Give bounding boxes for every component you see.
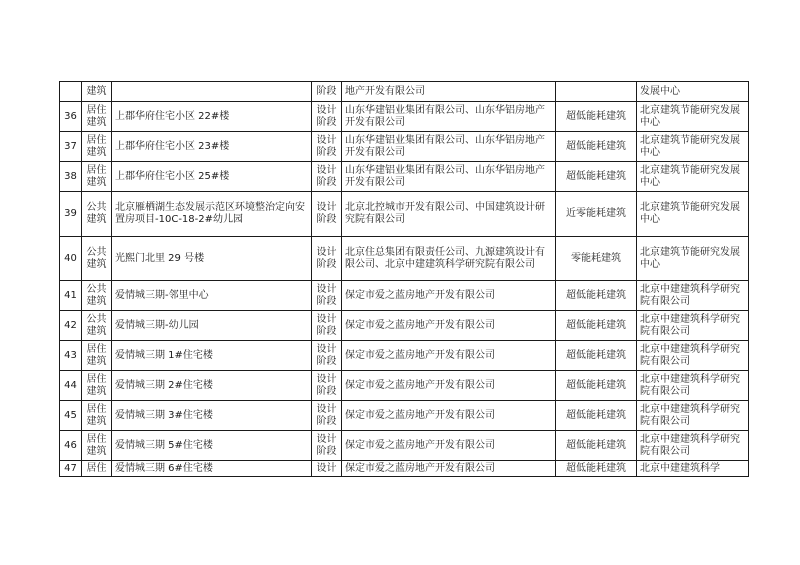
table-row	[60, 401, 749, 431]
cell-stage: 设计阶段	[312, 132, 342, 162]
cell-level: 超低能耗建筑	[556, 401, 637, 431]
cell-name: 爱情城三期-邻里中心	[112, 281, 312, 311]
cell-stage: 设计阶段	[312, 162, 342, 192]
cell-stage: 设计阶段	[312, 431, 342, 461]
cell-evaluator: 北京建筑节能研究发展中心	[637, 132, 749, 162]
cell-stage: 阶段	[312, 82, 342, 102]
table-row	[60, 192, 749, 237]
cell-developer: 北京住总集团有限责任公司、九源建筑设计有限公司、北京中建建筑科学研究院有限公司	[342, 237, 556, 281]
cell-no	[60, 82, 82, 102]
table-row	[60, 102, 749, 132]
cell-type: 居住建筑	[82, 371, 112, 401]
table-row	[60, 371, 749, 401]
cell-name: 光熙门北里 29 号楼	[112, 237, 312, 281]
cell-developer: 保定市爱之蓝房地产开发有限公司	[342, 371, 556, 401]
cell-stage: 设计阶段	[312, 192, 342, 237]
cell-no: 42	[60, 311, 82, 341]
cell-type: 居住建筑	[82, 162, 112, 192]
table-row	[60, 162, 749, 192]
cell-level: 超低能耗建筑	[556, 371, 637, 401]
cell-type: 居住建筑	[82, 102, 112, 132]
cell-developer: 保定市爱之蓝房地产开发有限公司	[342, 341, 556, 371]
cell-type: 公共建筑	[82, 281, 112, 311]
cell-level: 超低能耗建筑	[556, 431, 637, 461]
cell-type: 居住建筑	[82, 401, 112, 431]
cell-stage: 设计阶段	[312, 237, 342, 281]
cell-evaluator: 北京中建建筑科学研究院有限公司	[637, 431, 749, 461]
cell-no: 46	[60, 431, 82, 461]
cell-type: 居住建筑	[82, 431, 112, 461]
cell-name: 爱情城三期 6#住宅楼	[112, 461, 312, 477]
cell-evaluator: 北京建筑节能研究发展中心	[637, 192, 749, 237]
cell-name: 爱情城三期 3#住宅楼	[112, 401, 312, 431]
cell-no: 38	[60, 162, 82, 192]
table-row	[60, 341, 749, 371]
cell-name: 爱情城三期-幼儿园	[112, 311, 312, 341]
cell-stage: 设计阶段	[312, 311, 342, 341]
table-row	[60, 281, 749, 311]
cell-stage: 设计阶段	[312, 341, 342, 371]
cell-evaluator: 北京建筑节能研究发展中心	[637, 162, 749, 192]
cell-developer: 地产开发有限公司	[342, 82, 556, 102]
cell-name: 上郡华府住宅小区 22#楼	[112, 102, 312, 132]
cell-no: 41	[60, 281, 82, 311]
cell-evaluator: 发展中心	[637, 82, 749, 102]
cell-developer: 保定市爱之蓝房地产开发有限公司	[342, 401, 556, 431]
cell-evaluator: 北京建筑节能研究发展中心	[637, 102, 749, 132]
table-row	[60, 132, 749, 162]
cell-level: 超低能耗建筑	[556, 341, 637, 371]
cell-no: 45	[60, 401, 82, 431]
cell-type: 公共建筑	[82, 311, 112, 341]
cell-developer: 山东华建铝业集团有限公司、山东华铝房地产开发有限公司	[342, 102, 556, 132]
cell-level: 近零能耗建筑	[556, 192, 637, 237]
cell-level	[556, 82, 637, 102]
cell-type: 居住建筑	[82, 341, 112, 371]
cell-no: 37	[60, 132, 82, 162]
cell-evaluator: 北京中建建筑科学	[637, 461, 749, 477]
cell-developer: 保定市爱之蓝房地产开发有限公司	[342, 461, 556, 477]
cell-name: 上郡华府住宅小区 23#楼	[112, 132, 312, 162]
cell-level: 超低能耗建筑	[556, 311, 637, 341]
cell-name: 爱情城三期 5#住宅楼	[112, 431, 312, 461]
cell-name: 爱情城三期 2#住宅楼	[112, 371, 312, 401]
cell-evaluator: 北京建筑节能研究发展中心	[637, 237, 749, 281]
cell-type: 居住建筑	[82, 132, 112, 162]
cell-developer: 山东华建铝业集团有限公司、山东华铝房地产开发有限公司	[342, 162, 556, 192]
cell-evaluator: 北京中建建筑科学研究院有限公司	[637, 341, 749, 371]
cell-type: 居住	[82, 461, 112, 477]
cell-level: 超低能耗建筑	[556, 132, 637, 162]
table-row	[60, 461, 749, 477]
cell-evaluator: 北京中建建筑科学研究院有限公司	[637, 281, 749, 311]
cell-no: 44	[60, 371, 82, 401]
table-row	[60, 311, 749, 341]
cell-developer: 保定市爱之蓝房地产开发有限公司	[342, 431, 556, 461]
cell-developer: 北京北控城市开发有限公司、中国建筑设计研究院有限公司	[342, 192, 556, 237]
table-row-partial	[60, 82, 749, 102]
cell-level: 零能耗建筑	[556, 237, 637, 281]
table-row	[60, 237, 749, 281]
cell-type: 公共建筑	[82, 237, 112, 281]
cell-developer: 保定市爱之蓝房地产开发有限公司	[342, 281, 556, 311]
cell-level: 超低能耗建筑	[556, 461, 637, 477]
cell-stage: 设计阶段	[312, 102, 342, 132]
cell-stage: 设计	[312, 461, 342, 477]
cell-developer: 山东华建铝业集团有限公司、山东华铝房地产开发有限公司	[342, 132, 556, 162]
cell-stage: 设计阶段	[312, 281, 342, 311]
cell-type: 建筑	[82, 82, 112, 102]
cell-no: 40	[60, 237, 82, 281]
cell-name: 爱情城三期 1#住宅楼	[112, 341, 312, 371]
cell-stage: 设计阶段	[312, 371, 342, 401]
project-table	[59, 81, 749, 477]
cell-name	[112, 82, 312, 102]
cell-level: 超低能耗建筑	[556, 102, 637, 132]
cell-developer: 保定市爱之蓝房地产开发有限公司	[342, 311, 556, 341]
cell-evaluator: 北京中建建筑科学研究院有限公司	[637, 371, 749, 401]
cell-no: 43	[60, 341, 82, 371]
cell-no: 47	[60, 461, 82, 477]
cell-no: 36	[60, 102, 82, 132]
cell-level: 超低能耗建筑	[556, 281, 637, 311]
cell-type: 公共建筑	[82, 192, 112, 237]
table-row	[60, 431, 749, 461]
cell-name: 上郡华府住宅小区 25#楼	[112, 162, 312, 192]
cell-evaluator: 北京中建建筑科学研究院有限公司	[637, 401, 749, 431]
table-body	[60, 82, 749, 477]
cell-stage: 设计阶段	[312, 401, 342, 431]
cell-no: 39	[60, 192, 82, 237]
cell-level: 超低能耗建筑	[556, 162, 637, 192]
cell-evaluator: 北京中建建筑科学研究院有限公司	[637, 311, 749, 341]
cell-name: 北京雁栖湖生态发展示范区环境整治定向安置房项目-10C-18-2#幼儿园	[112, 192, 312, 237]
